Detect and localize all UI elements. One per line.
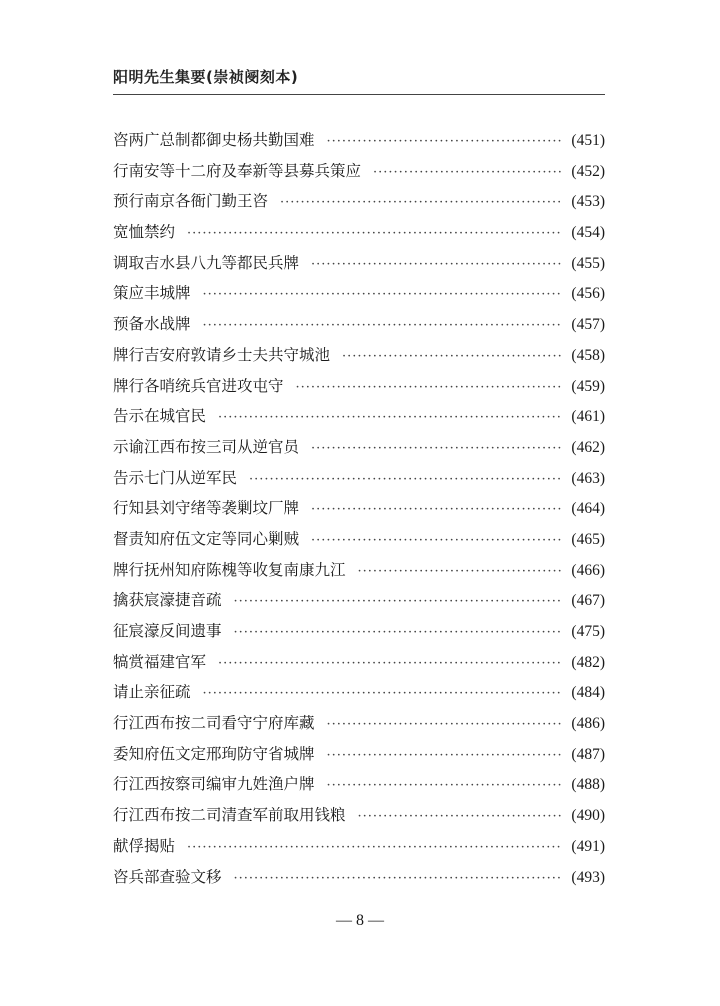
toc-entry-title: 献俘揭贴 <box>113 836 176 855</box>
toc-entry-title: 预行南京各衙门勤王咨 <box>113 192 269 211</box>
dot-leader <box>203 318 562 333</box>
toc-entry[interactable] <box>113 251 605 282</box>
toc-entry-page: (467) <box>571 592 605 610</box>
toc-entry-title: 告示七门从逆军民 <box>113 468 238 487</box>
toc-entry-page: (486) <box>571 715 605 733</box>
toc-entry[interactable] <box>113 466 605 497</box>
toc-entry-title: 行南安等十二府及奉新等县募兵策应 <box>113 161 362 180</box>
dot-leader <box>327 748 562 763</box>
dot-leader <box>187 226 561 241</box>
running-header: 阳明先生集要(崇祯阌刻本) <box>113 68 299 86</box>
toc-entry-page: (454) <box>571 224 605 242</box>
toc-entry-page: (453) <box>571 193 605 211</box>
toc-entry-page: (458) <box>571 346 605 364</box>
dot-leader <box>311 533 561 548</box>
toc-entry[interactable] <box>113 527 605 558</box>
toc-entry-page: (465) <box>571 530 605 548</box>
toc-entry-title: 行知县刘守绪等袭剿坟厂牌 <box>113 499 300 518</box>
toc-entry[interactable] <box>113 742 605 773</box>
dot-leader <box>327 134 562 149</box>
toc-entry[interactable] <box>113 680 605 711</box>
toc-entry[interactable] <box>113 220 605 251</box>
toc-entry-title: 犒赏福建官军 <box>113 652 207 671</box>
toc-entry-title: 预备水战牌 <box>113 315 191 334</box>
toc-entry-title: 牌行抚州知府陈槐等收复南康九江 <box>113 560 346 579</box>
toc-entry-title: 牌行各哨统兵官进攻屯守 <box>113 376 284 395</box>
toc-entry-page: (490) <box>571 807 605 825</box>
toc-entry[interactable] <box>113 650 605 681</box>
toc-entry[interactable] <box>113 772 605 803</box>
toc-entry-page: (459) <box>571 377 605 395</box>
dot-leader <box>280 195 561 210</box>
toc-entry-page: (461) <box>571 408 605 426</box>
toc-entry-page: (452) <box>571 162 605 180</box>
toc-entry-title: 擒获宸濠捷音疏 <box>113 591 222 610</box>
table-of-contents <box>113 128 605 895</box>
toc-entry[interactable] <box>113 189 605 220</box>
toc-entry-page: (493) <box>571 868 605 886</box>
page-number: — 8 — <box>336 912 384 929</box>
toc-entry-page: (462) <box>571 438 605 456</box>
toc-entry-page: (484) <box>571 684 605 702</box>
toc-entry-page: (457) <box>571 316 605 334</box>
toc-entry[interactable] <box>113 128 605 159</box>
dot-leader <box>311 257 561 272</box>
toc-entry-page: (451) <box>571 132 605 149</box>
dot-leader <box>358 809 562 824</box>
toc-entry-title: 示谕江西布按三司从逆官员 <box>113 437 300 456</box>
toc-entry[interactable] <box>113 374 605 405</box>
toc-entry-page: (487) <box>571 745 605 763</box>
toc-entry[interactable] <box>113 281 605 312</box>
toc-entry-title: 行江西布按二司看守宁府库藏 <box>113 714 315 733</box>
dot-leader <box>234 594 562 609</box>
dot-leader <box>218 656 561 671</box>
toc-entry-page: (455) <box>571 254 605 272</box>
toc-entry[interactable] <box>113 343 605 374</box>
toc-entry-title: 征宸濠反间遗事 <box>113 622 222 640</box>
dot-leader <box>311 441 561 456</box>
toc-entry[interactable] <box>113 558 605 589</box>
toc-entry-title: 告示在城官民 <box>113 407 207 426</box>
dot-leader <box>218 410 561 425</box>
toc-entry-title: 委知府伍文定邢珣防守省城牌 <box>113 744 315 763</box>
toc-entry[interactable] <box>113 803 605 834</box>
dot-leader <box>327 778 562 793</box>
dot-leader <box>327 717 562 732</box>
toc-entry-title: 调取吉水县八九等都民兵牌 <box>113 253 300 272</box>
dot-leader <box>234 871 562 886</box>
toc-entry[interactable] <box>113 711 605 742</box>
dot-leader <box>249 472 561 487</box>
toc-entry-title: 牌行吉安府敦请乡士夫共守城池 <box>113 345 331 364</box>
dot-leader <box>311 502 561 517</box>
toc-entry-title: 行江西布按二司清查军前取用钱粮 <box>113 806 346 825</box>
toc-entry-page: (463) <box>571 469 605 487</box>
toc-entry-page: (482) <box>571 653 605 671</box>
header-rule <box>113 94 605 95</box>
dot-leader <box>203 686 562 701</box>
dot-leader <box>373 165 561 180</box>
dot-leader <box>342 349 561 364</box>
toc-entry[interactable] <box>113 865 605 896</box>
toc-entry[interactable] <box>113 435 605 466</box>
toc-entry-title: 咨两广总制都御史杨共勤国难 <box>113 131 315 149</box>
toc-entry[interactable] <box>113 834 605 865</box>
toc-entry-page: (488) <box>571 776 605 794</box>
dot-leader <box>203 287 562 302</box>
dot-leader <box>187 840 561 855</box>
toc-entry-title: 宽恤禁约 <box>113 223 176 242</box>
toc-entry-title: 请止亲征疏 <box>113 683 191 702</box>
toc-entry[interactable] <box>113 619 605 650</box>
toc-entry[interactable] <box>113 588 605 619</box>
toc-entry-page: (456) <box>571 285 605 303</box>
toc-entry[interactable] <box>113 404 605 435</box>
dot-leader <box>296 380 562 395</box>
toc-entry[interactable] <box>113 496 605 527</box>
dot-leader <box>234 625 562 640</box>
toc-entry-title: 策应丰城牌 <box>113 284 191 303</box>
toc-entry-page: (466) <box>571 561 605 579</box>
toc-entry-title: 咨兵部查验文移 <box>113 867 222 886</box>
toc-entry-title: 行江西按察司编审九姓渔户牌 <box>113 775 315 794</box>
toc-entry-title: 督责知府伍文定等同心剿贼 <box>113 529 300 548</box>
toc-entry-page: (464) <box>571 500 605 518</box>
dot-leader <box>358 564 562 579</box>
toc-entry-page: (491) <box>571 837 605 855</box>
toc-entry[interactable] <box>113 159 605 190</box>
toc-entry-page: (475) <box>571 623 605 640</box>
toc-entry[interactable] <box>113 312 605 343</box>
